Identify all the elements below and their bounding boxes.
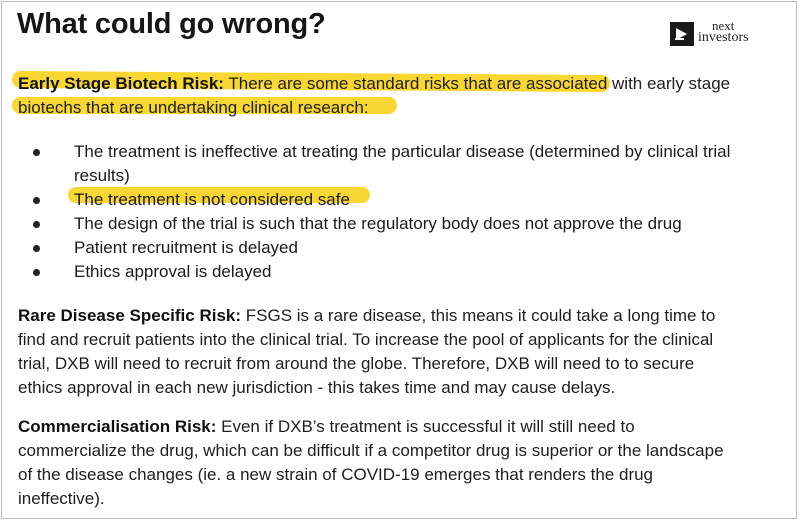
commercialisation-risk-paragraph — [18, 415, 788, 511]
document-frame — [1, 1, 797, 519]
commercial-line2: commercialize the drug, which can be difficult if a competitor drug is superior or the landscape — [18, 441, 724, 460]
bullet-icon — [33, 269, 40, 276]
rare-line4: ethics approval in each new jurisdiction - this takes time and may cause delays. — [18, 378, 616, 397]
list-item-continuation: results) — [74, 166, 130, 185]
list-item: The design of the trial is such that the regulatory body does not approve the drug — [24, 212, 784, 236]
list-item: Ethics approval is delayed — [24, 260, 784, 284]
bullet-icon — [33, 221, 40, 228]
list-item: Patient recruitment is delayed — [24, 236, 784, 260]
logo-line2: investors — [698, 30, 749, 45]
bullet-icon — [33, 197, 40, 204]
early-stage-risk-label: Early Stage Biotech Risk: — [18, 74, 224, 93]
next-investors-logo — [670, 20, 790, 56]
page-title: What could go wrong? — [17, 8, 326, 40]
rare-line1: FSGS is a rare disease, this means it could take a long time to — [245, 306, 716, 325]
rare-disease-risk-label: Rare Disease Specific Risk: — [18, 306, 242, 325]
risk-bullet-list — [24, 140, 784, 284]
list-item: The treatment is not considered safe — [24, 188, 784, 212]
rare-disease-risk-paragraph — [18, 304, 788, 400]
logo-line1: next — [712, 18, 735, 33]
bullet-icon — [33, 245, 40, 252]
list-item: The treatment is ineffective at treating the particular disease (determined by clinical trial — [24, 140, 784, 164]
early-stage-line1: There are some standard risks that are associated with early stage — [228, 74, 731, 93]
rare-line2: find and recruit patients into the clinical trial. To increase the pool of applicants for the clinical — [18, 330, 714, 349]
play-arrow-icon — [670, 22, 694, 46]
early-stage-line2: biotechs that are undertaking clinical research: — [18, 98, 369, 117]
commercial-line3: of the disease changes (ie. a new strain of COVID-19 emerges that renders the drug — [18, 465, 654, 484]
commercial-line1: Even if DXB’s treatment is successful it will still need to — [221, 417, 635, 436]
bullet-icon — [33, 149, 40, 156]
early-stage-risk-paragraph — [18, 72, 788, 120]
commercial-line4: ineffective). — [18, 489, 105, 508]
rare-line3: trial, DXB will need to recruit from around the globe. Therefore, DXB will need to to secure — [18, 354, 695, 373]
commercialisation-risk-label: Commercialisation Risk: — [18, 417, 217, 436]
